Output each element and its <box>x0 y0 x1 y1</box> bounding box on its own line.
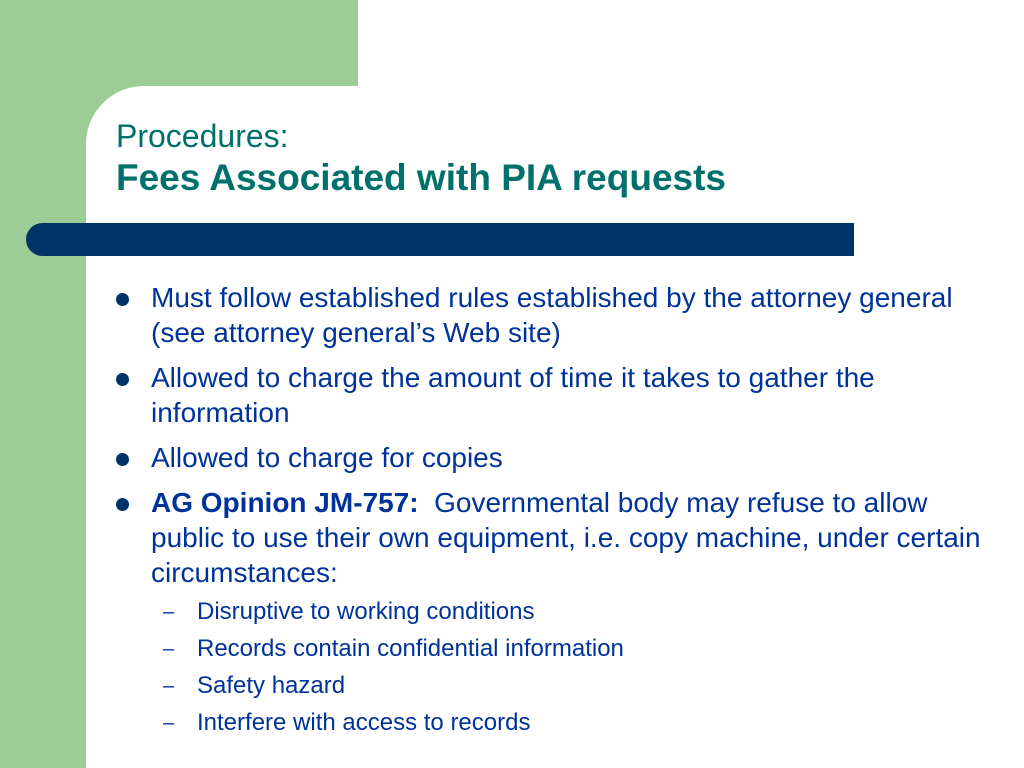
title-divider-bar <box>26 223 854 256</box>
dash-icon: – <box>163 675 175 697</box>
bullet-dot-icon <box>116 293 129 306</box>
bullet-text: Governmental body may refuse to allow public to use their own equipment, i.e. copy machine, under certain circumstances: <box>151 487 981 588</box>
dash-icon: – <box>163 638 175 660</box>
dash-icon: – <box>163 712 175 734</box>
sub-bullet-item <box>151 634 993 664</box>
title-line-2: Fees Associated with PIA requests <box>116 157 727 198</box>
bullet-item <box>113 360 993 430</box>
sub-bullet-text: Safety hazard <box>197 672 346 699</box>
sub-bullet-text: Records contain confidential information <box>197 635 624 662</box>
dash-icon: – <box>163 601 175 623</box>
slide-title <box>116 116 976 200</box>
bullet-text: Must follow established rules established by the attorney general (see attorney general’s Web site) <box>151 282 953 348</box>
title-line-1: Procedures: <box>116 118 289 154</box>
bullet-dot-icon <box>116 373 129 386</box>
sub-bullet-text: Interfere with access to records <box>197 709 531 736</box>
bullet-text: Allowed to charge for copies <box>151 442 503 473</box>
sub-bullet-list <box>151 597 993 738</box>
sub-bullet-item <box>151 597 993 627</box>
sub-bullet-text: Disruptive to working conditions <box>197 598 535 625</box>
bullet-lead-bold: AG Opinion JM-757: <box>151 487 419 518</box>
bullet-item <box>113 280 993 350</box>
bullet-list <box>113 280 993 748</box>
bullet-item <box>113 440 993 475</box>
bullet-item <box>113 485 993 738</box>
bullet-dot-icon <box>116 498 129 511</box>
sub-bullet-item <box>151 708 993 738</box>
bullet-text: Allowed to charge the amount of time it takes to gather the information <box>151 362 875 428</box>
bullet-dot-icon <box>116 453 129 466</box>
sub-bullet-item <box>151 671 993 701</box>
